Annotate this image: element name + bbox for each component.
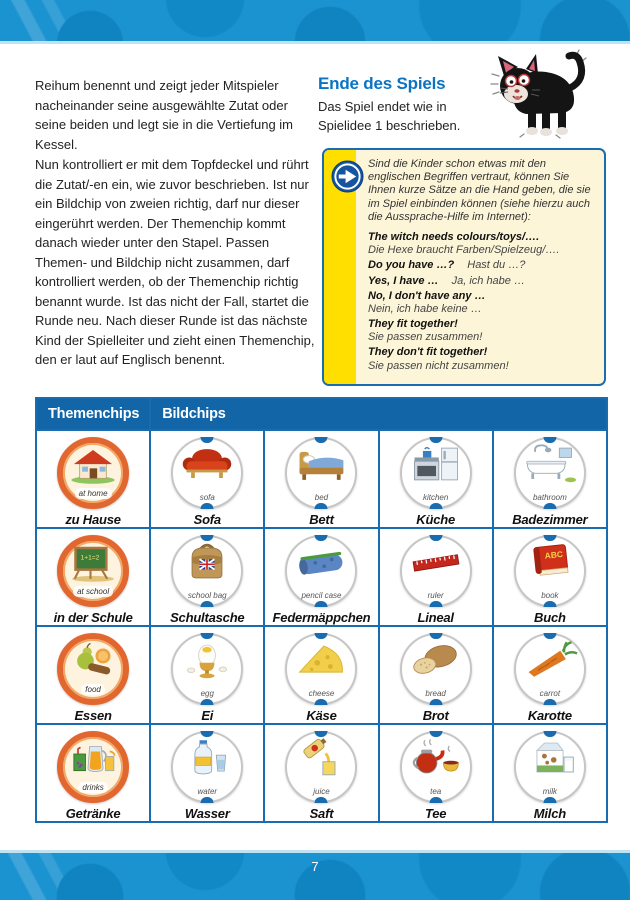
chip-caption: Brot: [422, 708, 449, 723]
chip-label: food: [63, 686, 123, 694]
picture-chip-carrot: [514, 633, 586, 705]
phrase-pair: [368, 290, 596, 316]
chip-notch: [201, 699, 214, 705]
chip-label: book: [541, 591, 559, 600]
chip-notch: [543, 797, 556, 803]
milk-icon: [522, 736, 578, 780]
table-cell: [150, 528, 264, 626]
chip-caption: Karotte: [527, 708, 572, 723]
chip-label: at school: [63, 588, 123, 596]
section-body: Das Spiel endet wie in Spielidee 1 beschrieben.: [318, 99, 461, 133]
picture-chip-water: [171, 731, 243, 803]
table-row: [36, 724, 607, 822]
phrase-german: Sie passen zusammen!: [368, 331, 483, 344]
phrase-pair: [368, 318, 596, 344]
house-icon: [68, 445, 118, 485]
table-row: [36, 430, 607, 528]
juice-icon: [293, 736, 349, 780]
table-cell: [36, 430, 150, 528]
picture-chip-egg: [171, 633, 243, 705]
carrot-icon: [522, 638, 578, 682]
pencilcase-icon: [293, 540, 349, 584]
tip-box: [322, 148, 606, 386]
chip-label: tea: [430, 787, 442, 796]
section-title: Ende des Spiels: [318, 74, 446, 93]
table-cell: [493, 626, 607, 724]
chip-notch: [201, 601, 214, 607]
table-cell: [36, 626, 150, 724]
arrow-icon: [331, 160, 364, 193]
ruler-icon: [408, 540, 464, 584]
egg-icon: [179, 638, 235, 682]
phrase-english: The witch needs colours/toys/….: [368, 230, 540, 243]
table-cell: [264, 430, 378, 528]
picture-chip-school-bag: [171, 535, 243, 607]
chip-caption: Käse: [306, 708, 337, 723]
phrase-english: Yes, I have …: [368, 274, 439, 287]
chip-caption: Sofa: [193, 512, 221, 527]
chip-label: kitchen: [422, 493, 449, 502]
drinks-icon: [68, 739, 118, 779]
chip-notch: [315, 797, 328, 803]
top-decorative-band: [0, 0, 630, 44]
picture-chip-cheese: [285, 633, 357, 705]
water-icon: [179, 736, 235, 780]
theme-chip-drinks: [57, 731, 129, 803]
chip-notch: [315, 601, 328, 607]
chip-label: bed: [314, 493, 329, 502]
chip-notch: [429, 503, 442, 509]
chip-caption: Ei: [201, 708, 214, 723]
chip-label: cheese: [308, 689, 335, 698]
chip-label: sofa: [199, 493, 215, 502]
chalkboard-icon: [68, 543, 118, 583]
chip-notch: [543, 503, 556, 509]
rules-paragraph-1: Reihum benennt und zeigt jeder Mitspieler nacheinander seine ausgewählte Zutat oder seine beiden und legt sie in die Vertiefung im Kessel.: [35, 78, 294, 152]
chip-caption: Federmäppchen: [272, 610, 371, 625]
book-icon: [522, 540, 578, 584]
picture-chip-kitchen: [400, 437, 472, 509]
picture-chip-milk: [514, 731, 586, 803]
chip-notch: [315, 699, 328, 705]
black-cat-illustration: [486, 48, 590, 140]
rules-paragraph-2: Nun kontrolliert er mit dem Topfdeckel und rührt die Zutat/-en ein, wie zuvor beschrieben. Ist nur ein Bildchip von zweien richtig, darf nur dieser eingerührt werden. Der Themenchip kommt danach wieder unter den Stapel. Passen Themen- und Bildchip nicht zusammen, darf kontrolliert werden, ob der Themenchip richtig benannt wurde. Ist das nicht der Fall, startet die Runde neu. Nach dieser Runde ist das nächste Kind der Spielleiter und zieht einen Themenchip, den er laut auf Englisch benennt.: [35, 157, 315, 367]
picture-chip-sofa: [171, 437, 243, 509]
phrase-pair: [368, 231, 596, 257]
table-row: [36, 528, 607, 626]
chip-caption: Buch: [534, 610, 566, 625]
phrase-german: Die Hexe braucht Farben/Spielzeug/….: [368, 244, 560, 257]
kitchen-icon: [408, 442, 464, 486]
phrase-pair: [368, 259, 596, 272]
tip-intro: Sind die Kinder schon etwas mit den englischen Begriffen vertraut, können Sie Ihnen kurze Sätze an die Hand geben, die sie im Spiel einbinden können (siehe hierzu auch die Aussprache-Hilfe im Internet):: [368, 158, 591, 223]
theme-chip-food: [57, 633, 129, 705]
chip-label: at home: [63, 490, 123, 498]
end-of-game-section: [318, 74, 498, 136]
chip-caption: Bett: [309, 512, 334, 527]
phrase-german: Hast du …?: [467, 259, 526, 272]
chips-table: [35, 397, 608, 823]
picture-chip-tea: [400, 731, 472, 803]
table-cell: [36, 528, 150, 626]
table-header-row: [36, 398, 607, 430]
rules-text-column: [35, 76, 315, 370]
bread-icon: [408, 638, 464, 682]
table-cell: [264, 724, 378, 822]
theme-chip-at-home: [57, 437, 129, 509]
table-cell: [150, 724, 264, 822]
table-row: [36, 626, 607, 724]
bottom-decorative-band: [0, 850, 630, 900]
header-themenchips: Themenchips: [36, 398, 150, 430]
table-cell: [36, 724, 150, 822]
tip-box-text: [368, 158, 596, 375]
picture-chip-juice: [285, 731, 357, 803]
table-cell: [150, 430, 264, 528]
table-cell: [493, 430, 607, 528]
svg-text:ABC: ABC: [544, 548, 564, 561]
page-number: 7: [311, 859, 319, 874]
chip-label: bathroom: [532, 493, 567, 502]
phrase-english: No, I don't have any …: [368, 289, 486, 302]
chip-notch: [543, 699, 556, 705]
chip-notch: [201, 797, 214, 803]
chip-caption: Badezimmer: [512, 512, 588, 527]
cheese-icon: [293, 638, 349, 682]
chip-label: bread: [425, 689, 446, 698]
theme-chip-at-school: [57, 535, 129, 607]
chip-label: egg: [200, 689, 214, 698]
chip-caption: zu Hause: [65, 512, 121, 527]
chip-label: carrot: [539, 689, 561, 698]
bed-icon: [293, 442, 349, 486]
chip-label: juice: [313, 787, 330, 796]
chip-caption: Essen: [74, 708, 112, 723]
chip-caption: Lineal: [417, 610, 454, 625]
chip-notch: [315, 503, 328, 509]
picture-chip-ruler: [400, 535, 472, 607]
phrase-english: Do you have …?: [368, 259, 455, 272]
phrase-pair: [368, 275, 596, 288]
chip-label: water: [197, 787, 218, 796]
chip-caption: Saft: [309, 806, 334, 821]
chip-caption: Milch: [533, 806, 566, 821]
picture-chip-book: [514, 535, 586, 607]
picture-chip-bathroom: [514, 437, 586, 509]
chip-caption: Schultasche: [170, 610, 245, 625]
food-icon: [68, 641, 118, 681]
chip-label: ruler: [427, 591, 444, 600]
chip-notch: [201, 503, 214, 509]
table-cell: [264, 528, 378, 626]
chip-notch: [429, 797, 442, 803]
table-cell: [379, 724, 493, 822]
chip-label: drinks: [63, 784, 123, 792]
phrase-pair: [368, 346, 596, 372]
phrase-english: They don't fit together!: [368, 346, 488, 359]
phrase-german: Sie passen nicht zusammen!: [368, 359, 509, 372]
schoolbag-icon: [179, 540, 235, 584]
tea-icon: [408, 736, 464, 780]
svg-text:1+1=2: 1+1=2: [80, 554, 100, 562]
table-cell: [264, 626, 378, 724]
table-cell: [379, 626, 493, 724]
chip-notch: [429, 699, 442, 705]
chip-caption: Tee: [424, 806, 447, 821]
phrase-german: Nein, ich habe keine …: [368, 302, 482, 315]
chip-caption: in der Schule: [53, 610, 133, 625]
picture-chip-pencil-case: [285, 535, 357, 607]
chip-notch: [543, 601, 556, 607]
phrase-english: They fit together!: [368, 318, 458, 331]
table-cell: [379, 430, 493, 528]
sofa-icon: [179, 442, 235, 486]
chip-label: milk: [542, 787, 557, 796]
chip-label: pencil case: [301, 591, 342, 600]
chip-label: school bag: [187, 591, 227, 600]
chip-caption: Küche: [416, 512, 456, 527]
picture-chip-bread: [400, 633, 472, 705]
phrase-german: Ja, ich habe …: [451, 274, 525, 287]
chip-caption: Wasser: [184, 806, 230, 821]
table-cell: [150, 626, 264, 724]
table-cell: [493, 724, 607, 822]
chip-caption: Getränke: [65, 806, 121, 821]
chip-notch: [429, 601, 442, 607]
picture-chip-bed: [285, 437, 357, 509]
table-cell: [493, 528, 607, 626]
bathroom-icon: [522, 442, 578, 486]
header-bildchips: Bildchips: [150, 398, 607, 430]
table-cell: [379, 528, 493, 626]
